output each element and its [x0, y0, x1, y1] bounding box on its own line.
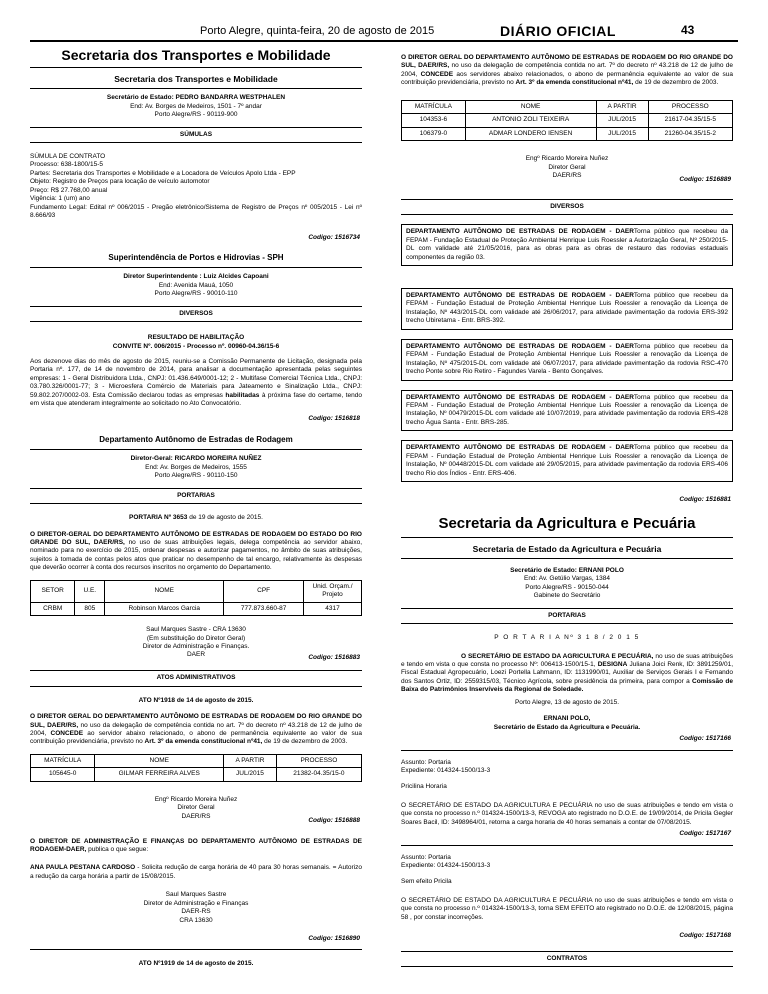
address-block-transportes: [30, 89, 362, 123]
address-line: Porto Alegre/RS - 90119-900: [154, 111, 238, 119]
text-run: ao servidor abaixo relacionado, o abono de permanência equivalente ao valor de sua contribuição previdenciária, previsto no: [30, 730, 362, 746]
codigo-label: Codigo: 1516890: [308, 935, 360, 943]
text-line: Preço: R$ 27.768,00 anual: [30, 186, 108, 194]
header-rule: [30, 40, 738, 42]
text-run: Juliana Joici Renk, ID: 3891259/01, Fiscal Estadual Agropecuário, Loezi Portella Lahmann, ID: 1131990/01, Auxiliar de Serviços Gerais I e Fernando dos Santos Ortiz, ID: 2559315/03, Técnico Agrícola, sobre presidência da primeira, para compor a: [401, 661, 733, 685]
text-run: de 19 de dezembro de 2003.: [264, 738, 348, 746]
result-title: RESULTADO DE HABILITAÇÃO: [147, 334, 245, 342]
table-cell: 104353-6: [402, 114, 466, 127]
portaria-title: P O R T A R I A Nº 3 1 8 / 2 0 1 5: [494, 634, 640, 642]
portaria-title: [30, 514, 362, 522]
section-subtitle-agricultura: Secretaria de Estado da Agricultura e Pecuária: [401, 538, 733, 559]
text-run: de 19 de agosto de 2015.: [189, 514, 263, 522]
signature-line: Saul Marques Sastre: [165, 891, 227, 899]
portaria-text: [30, 531, 362, 573]
text-run: ANA PAULA PESTANA CARDOSO: [30, 864, 136, 872]
delegation-table: [30, 580, 362, 616]
notice-box: [401, 440, 733, 482]
text-run: - Solicita redução de carga horária de 40 para 30 horas semanais. = Autorizo a redução da carga horária a partir de 15/08/2015.: [30, 864, 362, 880]
section-title-sph: Superintendência de Portos e Hidrovias - SPH: [30, 243, 362, 268]
address-line: Gabinete do Secretário: [533, 592, 601, 600]
divider: [30, 949, 362, 950]
text-run: Art. 3º da emenda constitucional nº41,: [515, 79, 634, 87]
signature-line: (Em substituição do Diretor Geral): [146, 634, 246, 642]
category-bar-atos: ATOS ADMINISTRATIVOS: [30, 670, 362, 686]
section-title-agricultura: Secretaria da Agricultura e Pecuária: [401, 504, 733, 538]
table-header-cell: PROCESSO: [648, 100, 732, 113]
dir-admin-text: [30, 838, 362, 855]
table-header-cell: CPF: [224, 580, 304, 602]
table-header-cell: NOME: [465, 100, 596, 113]
result-subtitle: CONVITE Nº. 006/2015 - Processo nº. 00960-04.36/15-6: [112, 342, 280, 350]
notice-box: [401, 224, 733, 266]
abono-text: [401, 54, 733, 88]
signature-line: ERNANI POLO,: [543, 715, 591, 723]
divider: [401, 750, 733, 751]
left-column: [30, 44, 362, 984]
text-run: Torna público que recebeu da FEPAM - Fundação Estadual de Proteção Ambiental Henrique Luis Roessler a renovação da Licença de Instalação, Nº 00448/2015-DL com validade até 29/05/2015, para atividade pavimentação da rodovia ERS-406 trecho Rio dos Índios - Entr. ERS-406.: [406, 444, 728, 477]
signature-line: DAER-RS: [181, 908, 211, 916]
table-cell: JUL/2015: [224, 768, 277, 781]
header-journal-title: DIÁRIO OFICIAL: [500, 23, 616, 39]
table-cell: ANTONIO ZOLI TEIXEIRA: [465, 114, 596, 127]
signature-line: Engº Ricardo Moreira Nuñez: [154, 795, 238, 803]
section-title-daer: Departamento Autônomo de Estradas de Rodagem: [30, 423, 362, 450]
table-cell: Robinson Marcos Garcia: [105, 602, 224, 615]
table-header-row: [402, 100, 733, 113]
table-cell: ADMAR LONDERO IENSEN: [465, 127, 596, 140]
signature-line: DAER/RS: [181, 812, 211, 820]
codigo-label: Codigo: 1516883: [308, 653, 360, 661]
section-subtitle-transportes: Secretaria dos Transportes e Mobilidade: [30, 68, 362, 89]
text-run: no uso de suas atribuições legais, delega competência ao servidor abaixo, nominado para no exercício de 2015, ordenar despesas e autorizar pagamentos, no âmbito de suas atribuições, sujeitos à tomada de contas pelos atos que praticar no desempenho de tal encargo, relativamente às despesas que deverão ocorrer à conta dos recursos inscritos no orçamento do Departamento.: [30, 539, 362, 572]
text-run: O DIRETOR DE ADMINISTRAÇÃO E FINANÇAS DO DEPARTAMENTO AUTÔNOMO DE ESTRADAS DE RODAGEM-DAER,: [30, 837, 362, 853]
codigo-label: Codigo: 1516889: [679, 176, 731, 184]
address-line: Porto Alegre/RS - 90110-150: [154, 472, 238, 480]
text-run: Art. 3º da emenda constitucional nº41,: [144, 738, 263, 746]
text-run: CONCEDE: [50, 730, 84, 738]
category-bar-diversos: DIVERSOS: [401, 199, 733, 215]
section-title-transportes: Secretaria dos Transportes e Mobilidade: [30, 44, 362, 68]
ato-text: [30, 713, 362, 747]
codigo-label: Codigo: 1517166: [679, 735, 731, 743]
signature-line: Diretor Geral: [177, 804, 215, 812]
header-date: Porto Alegre, quinta-feira, 20 de agosto de 2015: [200, 25, 435, 37]
text-run: DEPARTAMENTO AUTÔNOMO DE ESTRADAS DE RODAGEM - DAER: [406, 228, 634, 236]
director-name: Diretor-Geral: RICARDO MOREIRA NUÑEZ: [130, 455, 262, 463]
table-header-cell: NOME: [105, 580, 224, 602]
signature-line: DAER/RS: [552, 171, 582, 179]
text-run: Torna público que recebeu da FEPAM - Fundação Estadual de Proteção Ambiental Henrique Luis Roessler a Autorização Geral, Nº 250/2015-DL com validade até 21/05/2016, para as obras para as obras de restauro das rodovias estaduais componentes da região 03.: [406, 228, 728, 261]
table-header-cell: SETOR: [31, 580, 75, 602]
table-row: [402, 114, 733, 127]
address-line: End: Avenida Mauá, 1050: [158, 281, 234, 289]
codigo-label: Codigo: 1516881: [679, 496, 731, 503]
address-block-agricultura: [401, 559, 733, 605]
table-cell: 21617-04.35/15-5: [648, 114, 732, 127]
abono-table: [30, 754, 362, 782]
table-header-cell: MATRÍCULA: [402, 100, 466, 113]
abono-table: [401, 100, 733, 141]
table-row: [402, 127, 733, 140]
director-name: Diretor Superintendente : Luiz Alcides Capoani: [123, 273, 269, 281]
table-cell: 805: [75, 602, 105, 615]
text-run: Torna público que recebeu da FEPAM - Fundação Estadual de Proteção Ambiental Henrique Luis Roessler a renovação da Licença de Instalação, Nº 443/2015-DL com validade até 26/06/2017, para atividade pavimentação da rodovia ERS-392 trecho Ubiretama - Entr. BRS-392.: [406, 292, 728, 325]
table-cell: 21382-04.35/15-0: [276, 768, 361, 781]
signature-line: Diretor de Administração e Finanças.: [142, 642, 250, 650]
assunto-line: Assunto: Portaria: [401, 853, 451, 861]
portaria-text: [401, 653, 733, 695]
text-run: O DIRETOR GERAL DO DEPARTAMENTO AUTÔNOMO DE ESTRADAS DE RODAGEM DO RIO GRANDE DO SUL, DAER/RS,: [30, 713, 362, 729]
signature-line: Diretor Geral: [548, 163, 586, 171]
table-cell: JUL/2015: [596, 127, 648, 140]
text-run: Aos dezenove dias do mês de agosto de 2015, reuniu-se a Comissão Permanente de Licitação, designada pela Portaria nº. 177, de 14 de novembro de 2014, para analisar a documentação apresentada pelas seguintes empresas: 1 - Geral Distribuidora Ltda., CNPJ: 01.436.649/0001-12; 2 - Multifase Comercial Técnica Ltda., CNPJ: 03.780.326/0001-77; 3 - Microesfera Comércio de Materiais para Jateamento e Sinalização Ltda., CNPJ: 59.802.207/0002-03. Esta Comissão declarou todas as empresas: [30, 357, 362, 399]
signature-block: [30, 891, 362, 925]
text-line: Partes: Secretaria dos Transportes e Mobilidade e a Locadora de Veículos Apolo Ltda - EPP: [30, 169, 296, 177]
signature-line: DAER: [186, 651, 206, 659]
signature-line: Secretário de Estado da Agricultura e Pecuária.: [493, 723, 641, 731]
secretary-name: Secretário de Estado: ERNANI POLO: [510, 566, 624, 574]
codigo-label: Codigo: 1516734: [308, 234, 360, 242]
text-run: DEPARTAMENTO AUTÔNOMO DE ESTRADAS DE RODAGEM - DAER: [406, 342, 634, 350]
text-run: DEPARTAMENTO AUTÔNOMO DE ESTRADAS DE RODAGEM - DAER: [406, 393, 634, 401]
table-header-cell: Unid. Orçam./ Projeto: [304, 580, 362, 602]
divider: [401, 845, 733, 846]
text-run: Comissão de Baixa do Patrimônios Inservíveis da Regional de Soledade.: [401, 677, 733, 694]
text-run: O SECRETÁRIO DE ESTADO DA AGRICULTURA E PECUÁRIA,: [461, 652, 654, 660]
subject-line: Pricilina Horaria: [401, 783, 447, 791]
text-run: DEPARTAMENTO AUTÔNOMO DE ESTRADAS DE RODAGEM - DAER: [406, 292, 634, 299]
table-cell: 106379-0: [402, 127, 466, 140]
text-run: O DIRETOR GERAL DO DEPARTAMENTO AUTÔNOMO DE ESTRADAS DE RODAGEM DO RIO GRANDE DO SUL, DAER/RS,: [401, 54, 733, 70]
signature-line: Saul Marques Sastre - CRA 13630: [146, 626, 246, 634]
portaria-text: O SECRETÁRIO DE ESTADO DA AGRICULTURA E PECUÁRIA no uso de suas atribuições e tendo em vista o que consta no processo n.º 014324-1500/13-3, REVOGA ato registrado no D.O.E. de 19/09/2014, de Pricila Gegler Soares Bacil, ID: 3498964/01, retorna a carga horaria de 40 horas semanais a contar de 07/08/2015.: [401, 801, 733, 826]
address-block-sph: [30, 268, 362, 302]
text-run: DEPARTAMENTO AUTÔNOMO DE ESTRADAS DE RODAGEM - DAER: [406, 444, 634, 452]
table-header-cell: PROCESSO: [276, 754, 361, 767]
category-bar-portarias: PORTARIAS: [30, 488, 362, 504]
category-bar-sumulas: SÚMULAS: [30, 127, 362, 143]
notice-box: [401, 288, 733, 330]
secretary-name: Secretário de Estado: PEDRO BANDARRA WESTPHALEN: [106, 94, 286, 102]
ato-title: ATO Nº1918 de 14 de agosto de 2015.: [138, 696, 254, 704]
table-header-cell: MATRÍCULA: [31, 754, 95, 767]
signature-line: CRA 13630: [179, 916, 213, 924]
table-cell: CRBM: [31, 602, 75, 615]
assunto-line: Assunto: Portaria: [401, 758, 451, 766]
codigo-label: Codigo: 1517168: [679, 932, 731, 940]
text-run: PORTARIA Nº 3653: [129, 514, 188, 522]
table-cell: 777.873.660-87: [224, 602, 304, 615]
table-header-cell: A PARTIR: [596, 100, 648, 113]
text-run: CONCEDE: [420, 70, 454, 78]
text-line: Objeto: Registro de Preços para locação de veículo automotor: [30, 178, 210, 186]
text-run: no uso da delegação de competência contida no art. 7º do decreto nº 43.218 de 12 de julho de 2004,: [30, 721, 362, 738]
text-run: no uso de suas atribuições e tendo em vista o que consta no processo Nº: 006413-1500/15-1,: [401, 652, 733, 669]
table-header-cell: NOME: [95, 754, 224, 767]
table-cell: GILMAR FERREIRA ALVES: [95, 768, 224, 781]
signature-line: Diretor de Administração e Finanças: [143, 899, 249, 907]
table-header-row: [31, 580, 362, 602]
sumula-contrato: [30, 153, 362, 221]
table-cell: 105645-0: [31, 768, 95, 781]
category-bar-contratos: CONTRATOS: [401, 951, 733, 967]
text-run: aos servidores abaixo relacionados, o abono de permanência equivalente ao valor de sua contribuição previdenciária, previsto no: [401, 70, 733, 87]
table-cell: 21260-04.35/15-2: [648, 127, 732, 140]
text-line: SÚMULA DE CONTRATO: [30, 152, 106, 160]
header-page-number: 43: [681, 23, 695, 37]
table-cell: 4317: [304, 602, 362, 615]
category-bar-portarias: PORTARIAS: [401, 608, 733, 624]
address-line: Porto Alegre/RS - 90150-044: [525, 583, 609, 591]
address-block-daer: [30, 450, 362, 484]
text-run: Torna público que recebeu da FEPAM - Fundação Estadual de Proteção Ambiental Henrique Luis Roessler a renovação da Licença de Instalação, Nº 00479/2015-DL com validade até 10/07/2019, para atividade pavimentação da rodovia ERS-428 trecho Água Santa - Entr. BRS-285.: [406, 393, 728, 426]
text-run: no uso da delegação de competência contida no art. 7º do decreto nº 43.218 de 12 de julho de 2004,: [401, 62, 733, 78]
address-line: End: Av. Borges de Medeiros, 1555: [145, 463, 247, 471]
text-run: O DIRETOR-GERAL DO DEPARTAMENTO AUTÔNOMO DE ESTRADAS DE RODAGEM DO ESTADO DO RIO GRANDE DO SUL, DAER/RS,: [30, 530, 362, 547]
address-line: End: Av. Borges de Medeiros, 1501 - 7º andar: [130, 102, 262, 110]
text-line: Vigência: 1 (um) ano: [30, 195, 90, 203]
address-line: End: Av. Getúlio Vargas, 1384: [523, 575, 610, 583]
table-header-row: [31, 754, 362, 767]
text-run: DESIGNA: [597, 661, 628, 669]
codigo-label: Codigo: 1516818: [308, 414, 360, 422]
signature-line: Engº Ricardo Moreira Nuñez: [525, 155, 609, 163]
category-bar-diversos: DIVERSOS: [30, 306, 362, 322]
page-header: [0, 22, 768, 40]
right-column: [401, 44, 733, 984]
habilitation-text: [30, 358, 362, 409]
text-run: habilitadas: [225, 391, 260, 399]
text-line: Processo: 638-1800/15-5: [30, 161, 103, 169]
text-run: Torna público que recebeu da FEPAM - Fundação Estadual de Proteção Ambiental Henrique Luis Roessler a renovação da Licença de Instalação, Nº 475/2015-DL com validade até 06/07/2017, para atividade pavimentação da rodovia RSC-470 trecho Ponte sobre Rio Retiro - Fagundes Varela - Bento Gonçalves.: [406, 342, 728, 376]
subject-line: Sem efeito Pricila: [401, 878, 452, 886]
codigo-label: Codigo: 1516888: [308, 817, 360, 825]
table-header-cell: U.E.: [75, 580, 105, 602]
table-row: [31, 602, 362, 615]
table-row: [31, 768, 362, 781]
expediente-line: Expediente: 014324-1500/13-3: [401, 862, 491, 870]
notice-box: [401, 390, 733, 432]
text-run: de 19 de dezembro de 2003.: [635, 79, 719, 87]
text-run: à próxima fase do certame, tendo em vista que atenderam integralmente ao solicitado no Ato Convocatório.: [30, 391, 362, 408]
ato-title: ATO Nº1919 de 14 de agosto de 2015.: [138, 960, 254, 968]
notice-box: [401, 339, 733, 381]
table-header-cell: A PARTIR: [224, 754, 277, 767]
text-line: Fundamento Legal: Edital nº 006/2015 - Pregão eletrônico/Sistema de Registro de Preços nº 005/2015 - Lei nº 8.666/93: [30, 203, 362, 220]
table-cell: JUL/2015: [596, 114, 648, 127]
portaria-date: Porto Alegre, 13 de agosto de 2015.: [514, 698, 620, 706]
address-line: Porto Alegre/RS - 90010-110: [154, 290, 238, 298]
expediente-line: Expediente: 014324-1500/13-3: [401, 766, 491, 774]
text-run: publica o que segue:: [88, 845, 149, 853]
codigo-label: Codigo: 1517167: [679, 830, 731, 838]
carga-horaria-text: [30, 864, 362, 881]
portaria-text: O SECRETÁRIO DE ESTADO DA AGRICULTURA E PECUÁRIA no uso de suas atribuições e tendo em vista o que consta no processo n.º 014324-1500/13-3, torna SEM EFEITO ato registrado no D.O.E. de 12/08/2015, página 58 , por constar incorreções.: [401, 896, 733, 921]
